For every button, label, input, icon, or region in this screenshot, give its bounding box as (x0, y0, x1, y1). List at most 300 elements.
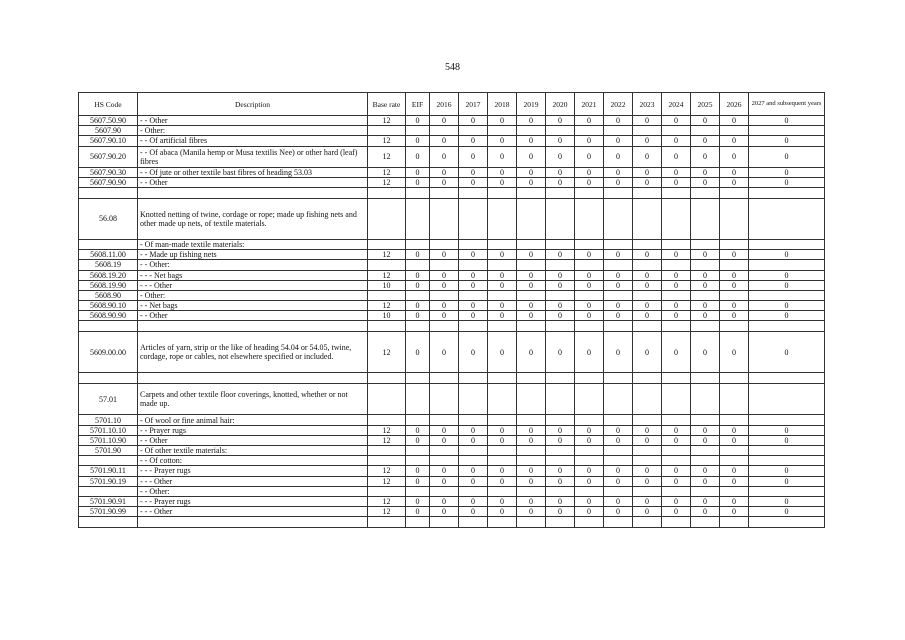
hs-code-cell: 5608.11.00 (79, 250, 138, 260)
rate-cell (633, 456, 662, 466)
header-year: 2023 (633, 93, 662, 116)
rate-cell: 0 (749, 250, 825, 260)
table-row (79, 486, 825, 496)
rate-cell: 0 (749, 167, 825, 177)
rate-cell (604, 239, 633, 249)
rate-cell (488, 373, 517, 384)
rate-cell (604, 446, 633, 456)
rate-cell (546, 415, 575, 425)
rate-cell: 0 (459, 280, 488, 290)
rate-cell: 0 (546, 466, 575, 476)
base-rate-cell (368, 456, 406, 466)
rate-cell: 0 (604, 146, 633, 167)
rate-cell (691, 290, 720, 300)
rate-cell (546, 517, 575, 528)
eif-rate-cell (406, 321, 430, 332)
rate-cell (633, 321, 662, 332)
header-eif: EIF (406, 93, 430, 116)
rate-cell: 0 (575, 136, 604, 146)
base-rate-cell: 12 (368, 425, 406, 435)
hs-code-cell: 5608.90.90 (79, 311, 138, 321)
rate-cell: 0 (546, 435, 575, 445)
rate-cell (720, 198, 749, 239)
base-rate-cell: 12 (368, 146, 406, 167)
rate-cell (430, 384, 459, 415)
table-row (79, 446, 825, 456)
rate-cell (691, 517, 720, 528)
rate-cell (430, 290, 459, 300)
rate-cell (633, 486, 662, 496)
rate-cell (546, 198, 575, 239)
rate-cell (517, 239, 546, 249)
hs-code-cell (79, 239, 138, 249)
rate-cell: 0 (749, 332, 825, 373)
rate-cell: 0 (430, 177, 459, 187)
rate-cell: 0 (546, 116, 575, 126)
hs-code-cell: 5608.90 (79, 290, 138, 300)
base-rate-cell: 12 (368, 270, 406, 280)
eif-rate-cell (406, 486, 430, 496)
rate-cell: 0 (691, 250, 720, 260)
eif-rate-cell: 0 (406, 466, 430, 476)
rate-cell: 0 (430, 311, 459, 321)
rate-cell: 0 (604, 466, 633, 476)
rate-cell: 0 (720, 466, 749, 476)
rate-cell (546, 446, 575, 456)
rate-cell: 0 (517, 496, 546, 506)
rate-cell: 0 (575, 270, 604, 280)
spacer-row (79, 187, 825, 198)
rate-cell (575, 260, 604, 270)
rate-cell: 0 (488, 301, 517, 311)
table-row (79, 126, 825, 136)
rate-cell (517, 260, 546, 270)
rate-cell (604, 456, 633, 466)
rate-cell: 0 (633, 146, 662, 167)
hs-code-cell: 5607.90.20 (79, 146, 138, 167)
rate-cell: 0 (720, 425, 749, 435)
eif-rate-cell (406, 446, 430, 456)
rate-cell (720, 321, 749, 332)
rate-cell (662, 260, 691, 270)
description-cell (138, 321, 368, 332)
rate-cell: 0 (604, 496, 633, 506)
rate-cell (604, 321, 633, 332)
rate-cell (691, 373, 720, 384)
table-row (79, 136, 825, 146)
rate-cell: 0 (662, 280, 691, 290)
rate-cell: 0 (459, 146, 488, 167)
rate-cell (633, 415, 662, 425)
rate-cell: 0 (459, 435, 488, 445)
rate-cell (749, 486, 825, 496)
rate-cell (749, 384, 825, 415)
rate-cell (662, 517, 691, 528)
rate-cell (575, 486, 604, 496)
description-cell: - Of wool or fine animal hair: (138, 415, 368, 425)
rate-cell (459, 456, 488, 466)
rate-cell (430, 486, 459, 496)
hs-code-cell: 5701.90.11 (79, 466, 138, 476)
rate-cell: 0 (662, 270, 691, 280)
rate-cell: 0 (488, 476, 517, 486)
rate-cell (691, 239, 720, 249)
rate-cell: 0 (604, 177, 633, 187)
rate-cell: 0 (575, 116, 604, 126)
rate-cell: 0 (459, 311, 488, 321)
rate-cell (546, 290, 575, 300)
tariff-schedule-table (78, 92, 825, 528)
rate-cell (430, 373, 459, 384)
rate-cell: 0 (633, 270, 662, 280)
rate-cell (575, 446, 604, 456)
header-base-rate: Base rate (368, 93, 406, 116)
base-rate-cell: 12 (368, 507, 406, 517)
rate-cell: 0 (488, 466, 517, 476)
rate-cell: 0 (720, 177, 749, 187)
rate-cell: 0 (575, 146, 604, 167)
rate-cell (575, 290, 604, 300)
base-rate-cell: 10 (368, 311, 406, 321)
rate-cell: 0 (546, 332, 575, 373)
rate-cell: 0 (604, 435, 633, 445)
rate-cell: 0 (691, 496, 720, 506)
eif-rate-cell: 0 (406, 301, 430, 311)
rate-cell (691, 187, 720, 198)
rate-cell: 0 (691, 332, 720, 373)
description-cell: - - Other (138, 116, 368, 126)
spacer-row (79, 373, 825, 384)
description-cell: - - Of artificial fibres (138, 136, 368, 146)
eif-rate-cell: 0 (406, 177, 430, 187)
rate-cell (546, 373, 575, 384)
hs-code-cell: 5701.90.19 (79, 476, 138, 486)
rate-cell: 0 (575, 466, 604, 476)
rate-cell: 0 (662, 167, 691, 177)
header-year: 2025 (691, 93, 720, 116)
rate-cell: 0 (749, 311, 825, 321)
rate-cell: 0 (488, 146, 517, 167)
rate-cell: 0 (430, 466, 459, 476)
rate-cell (633, 198, 662, 239)
base-rate-cell: 12 (368, 332, 406, 373)
rate-cell (749, 321, 825, 332)
rate-cell: 0 (749, 476, 825, 486)
rate-cell: 0 (691, 507, 720, 517)
rate-cell: 0 (749, 435, 825, 445)
rate-cell (517, 187, 546, 198)
rate-cell (517, 456, 546, 466)
eif-rate-cell (406, 187, 430, 198)
hs-code-cell: 5608.19.20 (79, 270, 138, 280)
description-cell: - - Other (138, 177, 368, 187)
hs-code-cell (79, 321, 138, 332)
rate-cell: 0 (720, 476, 749, 486)
rate-cell: 0 (749, 270, 825, 280)
rate-cell (488, 126, 517, 136)
rate-cell: 0 (517, 466, 546, 476)
rate-cell (459, 384, 488, 415)
rate-cell (430, 260, 459, 270)
table-row (79, 384, 825, 415)
header-year: 2017 (459, 93, 488, 116)
description-cell (138, 187, 368, 198)
rate-cell: 0 (633, 425, 662, 435)
eif-rate-cell (406, 198, 430, 239)
rate-cell: 0 (459, 250, 488, 260)
eif-rate-cell: 0 (406, 425, 430, 435)
description-cell: - - Made up fishing nets (138, 250, 368, 260)
rate-cell (546, 384, 575, 415)
rate-cell (488, 321, 517, 332)
description-cell: - Other: (138, 126, 368, 136)
base-rate-cell (368, 260, 406, 270)
eif-rate-cell: 0 (406, 280, 430, 290)
eif-rate-cell (406, 517, 430, 528)
rate-cell (633, 187, 662, 198)
rate-cell (430, 187, 459, 198)
base-rate-cell: 10 (368, 280, 406, 290)
base-rate-cell: 12 (368, 167, 406, 177)
table-row (79, 260, 825, 270)
rate-cell: 0 (517, 250, 546, 260)
rate-cell (749, 290, 825, 300)
table-row (79, 332, 825, 373)
rate-cell: 0 (430, 476, 459, 486)
eif-rate-cell: 0 (406, 311, 430, 321)
rate-cell (691, 486, 720, 496)
rate-cell (430, 239, 459, 249)
rate-cell (459, 517, 488, 528)
rate-cell (633, 126, 662, 136)
hs-code-cell: 5701.90.99 (79, 507, 138, 517)
rate-cell (517, 517, 546, 528)
base-rate-cell: 12 (368, 177, 406, 187)
rate-cell: 0 (459, 496, 488, 506)
rate-cell (691, 321, 720, 332)
rate-cell (459, 187, 488, 198)
rate-cell: 0 (691, 476, 720, 486)
description-cell: - - Of abaca (Manila hemp or Musa textilis Nee) or other hard (leaf) fibres (138, 146, 368, 167)
rate-cell: 0 (662, 136, 691, 146)
hs-code-cell (79, 486, 138, 496)
rate-cell: 0 (749, 177, 825, 187)
hs-code-cell: 56.08 (79, 198, 138, 239)
header-row (79, 93, 825, 116)
rate-cell: 0 (546, 270, 575, 280)
rate-cell (691, 384, 720, 415)
rate-cell: 0 (459, 301, 488, 311)
rate-cell: 0 (633, 507, 662, 517)
rate-cell (575, 198, 604, 239)
rate-cell (749, 187, 825, 198)
header-year: 2019 (517, 93, 546, 116)
rate-cell (720, 486, 749, 496)
rate-cell (517, 384, 546, 415)
table-row (79, 177, 825, 187)
description-cell (138, 517, 368, 528)
rate-cell: 0 (575, 301, 604, 311)
table-row (79, 116, 825, 126)
rate-cell: 0 (488, 136, 517, 146)
rate-cell: 0 (488, 177, 517, 187)
tariff-table-body (79, 116, 825, 528)
rate-cell (488, 486, 517, 496)
table-row (79, 415, 825, 425)
hs-code-cell: 5607.90.10 (79, 136, 138, 146)
rate-cell (517, 446, 546, 456)
rate-cell: 0 (546, 250, 575, 260)
rate-cell: 0 (691, 280, 720, 290)
rate-cell (720, 384, 749, 415)
rate-cell: 0 (459, 476, 488, 486)
rate-cell: 0 (604, 507, 633, 517)
rate-cell (459, 126, 488, 136)
rate-cell (430, 198, 459, 239)
description-cell: Carpets and other textile floor coverings, knotted, whether or not made up. (138, 384, 368, 415)
table-row (79, 290, 825, 300)
rate-cell: 0 (459, 425, 488, 435)
rate-cell (604, 290, 633, 300)
eif-rate-cell: 0 (406, 146, 430, 167)
hs-code-cell: 5608.19.90 (79, 280, 138, 290)
rate-cell: 0 (459, 332, 488, 373)
rate-cell: 0 (749, 425, 825, 435)
rate-cell: 0 (633, 496, 662, 506)
rate-cell (604, 260, 633, 270)
table-row (79, 476, 825, 486)
base-rate-cell: 12 (368, 476, 406, 486)
spacer-row (79, 517, 825, 528)
rate-cell: 0 (517, 146, 546, 167)
table-row (79, 456, 825, 466)
eif-rate-cell (406, 373, 430, 384)
header-year: 2020 (546, 93, 575, 116)
rate-cell: 0 (633, 311, 662, 321)
rate-cell: 0 (749, 280, 825, 290)
rate-cell (575, 321, 604, 332)
table-row (79, 167, 825, 177)
rate-cell: 0 (720, 280, 749, 290)
rate-cell: 0 (517, 167, 546, 177)
rate-cell: 0 (575, 507, 604, 517)
rate-cell: 0 (430, 116, 459, 126)
rate-cell (459, 446, 488, 456)
rate-cell: 0 (604, 301, 633, 311)
rate-cell (720, 239, 749, 249)
rate-cell (488, 187, 517, 198)
rate-cell (720, 290, 749, 300)
rate-cell: 0 (430, 507, 459, 517)
rate-cell (749, 239, 825, 249)
description-cell: - - - Other (138, 507, 368, 517)
rate-cell: 0 (720, 136, 749, 146)
rate-cell: 0 (459, 270, 488, 280)
rate-cell: 0 (691, 311, 720, 321)
eif-rate-cell: 0 (406, 435, 430, 445)
rate-cell: 0 (575, 435, 604, 445)
rate-cell: 0 (720, 270, 749, 280)
table-row (79, 496, 825, 506)
rate-cell (749, 517, 825, 528)
rate-cell: 0 (430, 167, 459, 177)
rate-cell: 0 (749, 301, 825, 311)
base-rate-cell: 12 (368, 466, 406, 476)
table-row (79, 507, 825, 517)
rate-cell: 0 (488, 250, 517, 260)
table-row (79, 435, 825, 445)
rate-cell: 0 (546, 496, 575, 506)
rate-cell: 0 (720, 146, 749, 167)
rate-cell: 0 (604, 167, 633, 177)
rate-cell: 0 (691, 146, 720, 167)
rate-cell: 0 (459, 116, 488, 126)
rate-cell (459, 290, 488, 300)
rate-cell (662, 384, 691, 415)
rate-cell: 0 (488, 507, 517, 517)
rate-cell: 0 (662, 301, 691, 311)
rate-cell (749, 373, 825, 384)
hs-code-cell (79, 517, 138, 528)
header-year: 2026 (720, 93, 749, 116)
rate-cell: 0 (459, 136, 488, 146)
base-rate-cell: 12 (368, 250, 406, 260)
rate-cell: 0 (517, 435, 546, 445)
rate-cell: 0 (691, 301, 720, 311)
table-row (79, 425, 825, 435)
page-number: 548 (445, 62, 460, 73)
rate-cell (575, 517, 604, 528)
base-rate-cell (368, 290, 406, 300)
rate-cell (604, 126, 633, 136)
rate-cell: 0 (575, 177, 604, 187)
rate-cell: 0 (575, 167, 604, 177)
rate-cell: 0 (749, 136, 825, 146)
rate-cell (517, 290, 546, 300)
rate-cell: 0 (488, 311, 517, 321)
rate-cell (488, 456, 517, 466)
rate-cell (662, 198, 691, 239)
rate-cell (749, 126, 825, 136)
rate-cell: 0 (604, 280, 633, 290)
rate-cell: 0 (546, 507, 575, 517)
eif-rate-cell: 0 (406, 116, 430, 126)
rate-cell: 0 (575, 476, 604, 486)
rate-cell (546, 126, 575, 136)
table-row (79, 198, 825, 239)
rate-cell: 0 (662, 332, 691, 373)
hs-code-cell (79, 456, 138, 466)
header-year: 2018 (488, 93, 517, 116)
rate-cell: 0 (720, 507, 749, 517)
rate-cell (604, 486, 633, 496)
rate-cell: 0 (662, 116, 691, 126)
base-rate-cell (368, 384, 406, 415)
table-row (79, 146, 825, 167)
rate-cell: 0 (691, 116, 720, 126)
description-cell: - - Of jute or other textile bast fibres of heading 53.03 (138, 167, 368, 177)
rate-cell (720, 517, 749, 528)
rate-cell (662, 187, 691, 198)
hs-code-cell: 5701.90.91 (79, 496, 138, 506)
rate-cell (546, 260, 575, 270)
rate-cell (633, 239, 662, 249)
eif-rate-cell: 0 (406, 476, 430, 486)
rate-cell: 0 (575, 311, 604, 321)
rate-cell: 0 (546, 280, 575, 290)
rate-cell (662, 126, 691, 136)
base-rate-cell (368, 415, 406, 425)
